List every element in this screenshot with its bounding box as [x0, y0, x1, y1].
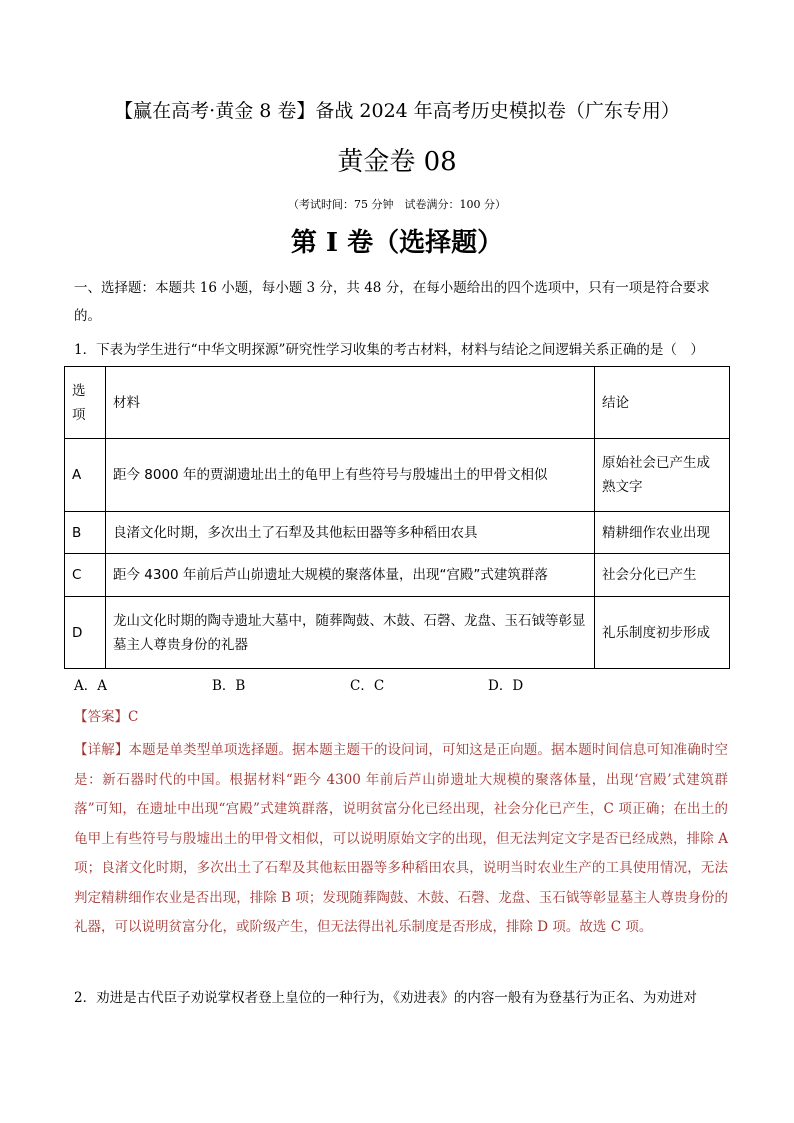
answer-line: [74, 704, 138, 730]
row-material: 距今 4300 年前后芦山峁遗址大规模的聚落体量，出现“宫殿”式建筑群落: [106, 554, 595, 597]
section-title: 第 I 卷（选择题）: [290, 228, 504, 258]
table-row: [65, 597, 730, 669]
row-conclusion: 礼乐制度初步形成: [595, 597, 730, 669]
instructions: 一、选择题：本题共 16 小题，每小题 3 分，共 48 分，在每小题给出的四个选项中，只有一项是符合要求的。: [74, 280, 710, 324]
row-material: 龙山文化时期的陶寺遗址大墓中，随葬陶鼓、木鼓、石磬、龙盘、玉石钺等彰显墓主人尊贵身份的礼器: [106, 597, 595, 669]
question-1-choices: [74, 674, 734, 698]
choice-d[interactable]: D．D: [488, 678, 524, 694]
table-header-material: 材料: [106, 367, 595, 439]
table-header-conclusion: 结论: [595, 367, 730, 439]
table-row: [65, 439, 730, 512]
table-row: [65, 554, 730, 597]
question-1-table: [64, 366, 730, 669]
row-material: 距今 8000 年的贾湖遗址出土的龟甲上有些符号与殷墟出土的甲骨文相似: [106, 439, 595, 512]
paper-title: 黄金卷 08: [337, 147, 457, 177]
row-option: A: [65, 439, 106, 512]
question-2-stem: 2．劝进是古代臣子劝说掌权者登上皇位的一种行为，《劝进表》的内容一般有为登基行为正名、为劝进对: [74, 990, 697, 1006]
row-conclusion: 社会分化已产生: [595, 554, 730, 597]
row-option: C: [65, 554, 106, 597]
choice-b[interactable]: B．B: [212, 678, 246, 694]
analysis-text: 本题是单类型单项选择题。据本题主题干的设问词，可知这是正向题。据本题时间信息可知准确时空是：新石器时代的中国。根据材料“距今 4300 年前后芦山峁遗址大规模的聚落体量，出现‘宫殿’式建筑群落”可知，在遗址中出现“宫殿”式建筑群落，说明贫富分化已经出现，社会分化已产生，C 项正确；在出土的龟甲上有些符号与殷墟出土的甲骨文相似，可以说明原始文字的出现，但无法判定文字是否已经成熟，排除 A 项；良渚文化时期，多次出土了石犁及其他耘田器等多种稻田农具，说明当时农业生产的工具使用情况，无法判定精耕细作农业是否出现，排除 B 项；发现随葬陶鼓、木鼓、石磬、龙盘、玉石钺等彰显墓主人尊贵身份的礼器，可以说明贫富分化，或阶级产生，但无法得出礼乐制度是否形成，排除 D 项。故选 C 项。: [74, 742, 729, 935]
row-option: D: [65, 597, 106, 669]
answer-label: 【答案】: [74, 709, 128, 725]
table-header-option: 选项: [65, 367, 106, 439]
exam-info: （考试时间：75 分钟 试卷满分：100 分）: [288, 198, 506, 211]
header-title: 【赢在高考·黄金 8 卷】备战 2024 年高考历史模拟卷（广东专用）: [114, 100, 680, 122]
question-1-stem: 1．下表为学生进行“中华文明探源”研究性学习收集的考古材料，材料与结论之间逻辑关系正确的是（ ）: [74, 342, 704, 358]
choice-c[interactable]: C．C: [350, 678, 385, 694]
row-option: B: [65, 512, 106, 554]
choice-a[interactable]: A．A: [74, 678, 107, 694]
analysis-label: 【详解】: [74, 742, 129, 758]
table-header-row: [65, 367, 730, 439]
row-conclusion: 原始社会已产生成熟文字: [595, 439, 730, 512]
answer-value: C: [128, 709, 139, 725]
analysis-block: [74, 736, 728, 943]
table-row: [65, 512, 730, 554]
row-material: 良渚文化时期，多次出土了石犁及其他耘田器等多种稻田农具: [106, 512, 595, 554]
row-conclusion: 精耕细作农业出现: [595, 512, 730, 554]
